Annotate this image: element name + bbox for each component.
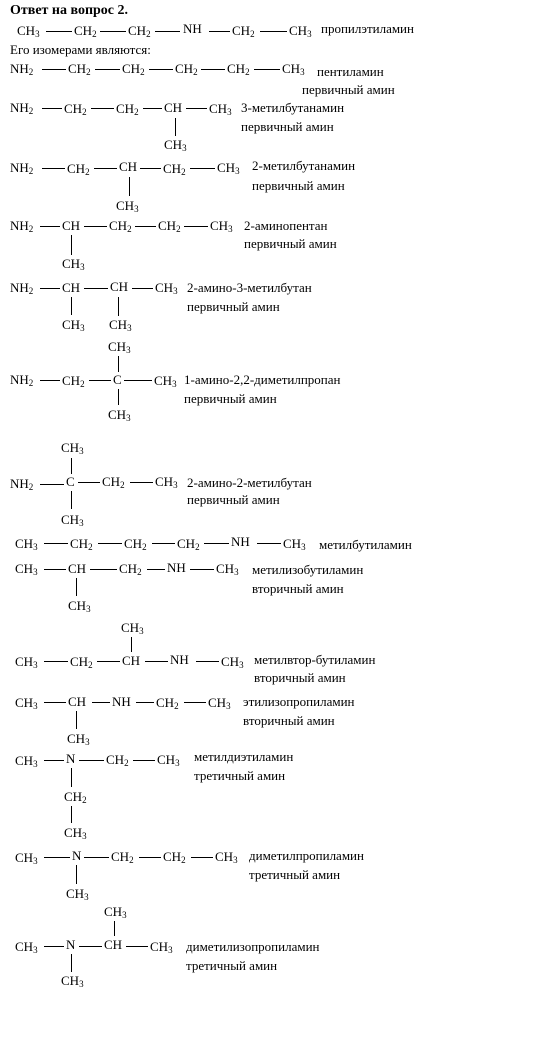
methylene-group: $CH_2$ <box>163 849 186 865</box>
amine-class: первичный амин <box>252 178 345 193</box>
bond-line <box>71 768 72 787</box>
bond-line <box>40 288 60 289</box>
bond-line <box>139 857 161 858</box>
compound-name: метилбутиламин <box>319 537 412 552</box>
methyl-group: $CH_3$ <box>15 654 38 670</box>
bond-line <box>40 226 60 227</box>
methyl-group: $CH_3$ <box>157 752 180 768</box>
bond-line <box>44 946 64 947</box>
bond-line <box>143 108 162 109</box>
bond-line <box>76 711 77 729</box>
bond-line <box>132 288 153 289</box>
methine-group: CH <box>68 694 87 709</box>
methine-group: CH <box>119 159 138 174</box>
methyl-group: $CH_3$ <box>116 198 139 214</box>
bond-line <box>71 235 72 255</box>
methyl-group: $CH_3$ <box>221 654 244 670</box>
bond-line <box>71 297 72 315</box>
isomers-intro: Его изомерами являются: <box>10 42 151 57</box>
methylene-group: $CH_2$ <box>124 536 147 552</box>
methyl-group: $CH_3$ <box>15 939 38 955</box>
quaternary-carbon: C <box>66 474 75 489</box>
bond-line <box>201 69 225 70</box>
bond-line <box>79 946 102 947</box>
bond-line <box>131 637 132 652</box>
bond-line <box>184 702 206 703</box>
amino-group: $NH_2$ <box>10 372 34 388</box>
amine-class: первичный амин <box>302 82 395 97</box>
bond-line <box>186 108 207 109</box>
amine-class: третичный амин <box>249 867 341 882</box>
methylene-group: $CH_2$ <box>175 61 198 77</box>
amine-class: третичный амин <box>186 958 278 973</box>
compound-name: диметилпропиламин <box>249 848 364 863</box>
bond-line <box>260 31 287 32</box>
amine-class: третичный амин <box>194 768 286 783</box>
methyl-group: $CH_3$ <box>208 695 231 711</box>
imino-group: NH <box>112 694 131 709</box>
compound-name: 2-аминопентан <box>244 218 328 233</box>
methylene-group: $CH_2$ <box>62 373 85 389</box>
methylene-group: $CH_2$ <box>106 752 129 768</box>
bond-line <box>44 760 64 761</box>
imino-group: NH <box>167 560 186 575</box>
bond-line <box>175 118 176 136</box>
bond-line <box>190 168 215 169</box>
methyl-group: $CH_3$ <box>68 598 91 614</box>
compound-name: 3-метилбутанамин <box>241 100 345 115</box>
bond-line <box>118 356 119 372</box>
amine-class: первичный амин <box>184 391 277 406</box>
bond-line <box>204 543 229 544</box>
methylene-group: $CH_2$ <box>70 654 93 670</box>
bond-line <box>42 69 66 70</box>
bond-line <box>79 760 104 761</box>
methylene-group: $CH_2$ <box>116 101 139 117</box>
methyl-group: $CH_3$ <box>216 561 239 577</box>
methylene-group: $CH_2$ <box>74 23 97 39</box>
methyl-group: $CH_3$ <box>15 561 38 577</box>
amino-group: $NH_2$ <box>10 280 34 296</box>
amine-class: вторичный амин <box>254 670 346 685</box>
bond-line <box>129 177 130 196</box>
bond-line <box>40 484 64 485</box>
compound-name: 2-метилбутанамин <box>252 158 356 173</box>
bond-line <box>191 857 213 858</box>
bond-line <box>100 31 126 32</box>
methylene-group: $CH_2$ <box>119 561 142 577</box>
imino-group: NH <box>231 534 250 549</box>
bond-line <box>84 226 107 227</box>
bond-line <box>44 569 66 570</box>
bond-line <box>71 458 72 474</box>
methyl-group: $CH_3$ <box>104 904 127 920</box>
methyl-group: $CH_3$ <box>62 256 85 272</box>
bond-line <box>78 482 100 483</box>
methyl-group: $CH_3$ <box>67 731 90 747</box>
methyl-group: $CH_3$ <box>121 620 144 636</box>
methyl-group: $CH_3$ <box>15 695 38 711</box>
bond-line <box>118 297 119 316</box>
imino-group: NH <box>170 652 189 667</box>
methine-group: CH <box>62 280 81 295</box>
bond-line <box>42 108 62 109</box>
methyl-group: $CH_3$ <box>209 101 232 117</box>
compound-name: пропилэтиламин <box>321 21 414 36</box>
methyl-group: $CH_3$ <box>282 61 305 77</box>
methylene-group: $CH_2$ <box>109 218 132 234</box>
bond-line <box>98 543 122 544</box>
methine-group: CH <box>104 937 123 952</box>
bond-line <box>254 69 280 70</box>
bond-line <box>94 168 117 169</box>
methylene-group: $CH_2$ <box>177 536 200 552</box>
compound-name: 2-амино-3-метилбутан <box>187 280 312 295</box>
methylene-group: $CH_2$ <box>64 101 87 117</box>
bond-line <box>44 661 68 662</box>
methylene-group: $CH_2$ <box>68 61 91 77</box>
methylene-group: $CH_2$ <box>70 536 93 552</box>
bond-line <box>257 543 281 544</box>
methyl-group: $CH_3$ <box>64 825 87 841</box>
amine-class: первичный амин <box>241 119 334 134</box>
methyl-group: $CH_3$ <box>15 753 38 769</box>
bond-line <box>114 921 115 936</box>
methyl-group: $CH_3$ <box>108 339 131 355</box>
compound-name: 2-амино-2-метилбутан <box>187 475 312 490</box>
methylene-group: $CH_2$ <box>156 695 179 711</box>
methyl-group: $CH_3$ <box>289 23 312 39</box>
methylene-group: $CH_2$ <box>163 161 186 177</box>
bond-line <box>46 31 72 32</box>
bond-line <box>76 578 77 596</box>
bond-line <box>89 380 111 381</box>
amine-class: первичный амин <box>187 492 280 507</box>
bond-line <box>140 168 161 169</box>
bond-line <box>145 661 168 662</box>
amine-class: вторичный амин <box>243 713 335 728</box>
methylene-group: $CH_2$ <box>232 23 255 39</box>
bond-line <box>40 380 60 381</box>
nitrogen-atom: N <box>72 848 82 863</box>
bond-line <box>44 702 66 703</box>
page-title: Ответ на вопрос 2. <box>10 3 129 18</box>
quaternary-carbon: C <box>113 372 122 387</box>
methyl-group: $CH_3$ <box>217 160 240 176</box>
imino-group: NH <box>183 21 202 36</box>
bond-line <box>196 661 219 662</box>
compound-name: метилизобутиламин <box>252 562 364 577</box>
methyl-group: $CH_3$ <box>215 849 238 865</box>
amine-class: первичный амин <box>244 236 337 251</box>
amino-group: $NH_2$ <box>10 100 34 116</box>
methyl-group: $CH_3$ <box>15 536 38 552</box>
compound-name: пентиламин <box>317 64 384 79</box>
bond-line <box>92 702 110 703</box>
compound-name: диметилизопропиламин <box>186 939 320 954</box>
compound-name: метилдиэтиламин <box>194 749 294 764</box>
bond-line <box>147 569 165 570</box>
amino-group: $NH_2$ <box>10 476 34 492</box>
bond-line <box>71 806 72 823</box>
methylene-group: $CH_2$ <box>158 218 181 234</box>
bond-line <box>76 865 77 884</box>
bond-line <box>124 380 152 381</box>
methyl-group: $CH_3$ <box>17 23 40 39</box>
amine-class: первичный амин <box>187 299 280 314</box>
bond-line <box>91 108 114 109</box>
methylene-group: $CH_2$ <box>102 474 125 490</box>
methyl-group: $CH_3$ <box>15 850 38 866</box>
bond-line <box>84 288 108 289</box>
methyl-group: $CH_3$ <box>283 536 306 552</box>
methyl-group: $CH_3$ <box>61 512 84 528</box>
bond-line <box>95 69 120 70</box>
methyl-group: $CH_3$ <box>61 973 84 989</box>
bond-line <box>71 954 72 972</box>
methyl-group: $CH_3$ <box>164 137 187 153</box>
methylene-group: $CH_2$ <box>122 61 145 77</box>
methylene-group: $CH_2$ <box>128 23 151 39</box>
methine-group: CH <box>68 561 87 576</box>
bond-line <box>71 491 72 509</box>
bond-line <box>84 857 109 858</box>
methylene-group: $CH_2$ <box>67 161 90 177</box>
methine-group: CH <box>110 279 129 294</box>
bond-line <box>136 702 154 703</box>
bond-line <box>152 543 175 544</box>
bond-line <box>135 226 156 227</box>
nitrogen-atom: N <box>66 751 76 766</box>
bond-line <box>118 389 119 405</box>
amino-group: $NH_2$ <box>10 61 34 77</box>
methylene-group: $CH_2$ <box>111 849 134 865</box>
methyl-group: $CH_3$ <box>150 939 173 955</box>
compound-name: этилизопропиламин <box>243 694 355 709</box>
methine-group: CH <box>62 218 81 233</box>
compound-name: метилвтор-бутиламин <box>254 652 376 667</box>
methyl-group: $CH_3$ <box>154 373 177 389</box>
bond-line <box>42 168 65 169</box>
methyl-group: $CH_3$ <box>66 886 89 902</box>
methylene-group: $CH_2$ <box>227 61 250 77</box>
methyl-group: $CH_3$ <box>155 280 178 296</box>
bond-line <box>44 857 70 858</box>
methyl-group: $CH_3$ <box>155 474 178 490</box>
methylene-group: $CH_2$ <box>64 789 87 805</box>
amino-group: $NH_2$ <box>10 218 34 234</box>
bond-line <box>130 482 153 483</box>
bond-line <box>44 543 68 544</box>
methine-group: CH <box>164 100 183 115</box>
nitrogen-atom: N <box>66 937 76 952</box>
bond-line <box>90 569 117 570</box>
amino-group: $NH_2$ <box>10 160 34 176</box>
methine-group: CH <box>122 653 141 668</box>
methyl-group: $CH_3$ <box>62 317 85 333</box>
bond-line <box>184 226 208 227</box>
bond-line <box>97 661 120 662</box>
compound-name: 1-амино-2,2-диметилпропан <box>184 372 341 387</box>
methyl-group: $CH_3$ <box>108 407 131 423</box>
bond-line <box>190 569 214 570</box>
bond-line <box>126 946 148 947</box>
amine-class: вторичный амин <box>252 581 344 596</box>
bond-line <box>155 31 180 32</box>
bond-line <box>209 31 230 32</box>
bond-line <box>149 69 173 70</box>
methyl-group: $CH_3$ <box>109 317 132 333</box>
methyl-group: $CH_3$ <box>61 440 84 456</box>
methyl-group: $CH_3$ <box>210 218 233 234</box>
bond-line <box>133 760 155 761</box>
